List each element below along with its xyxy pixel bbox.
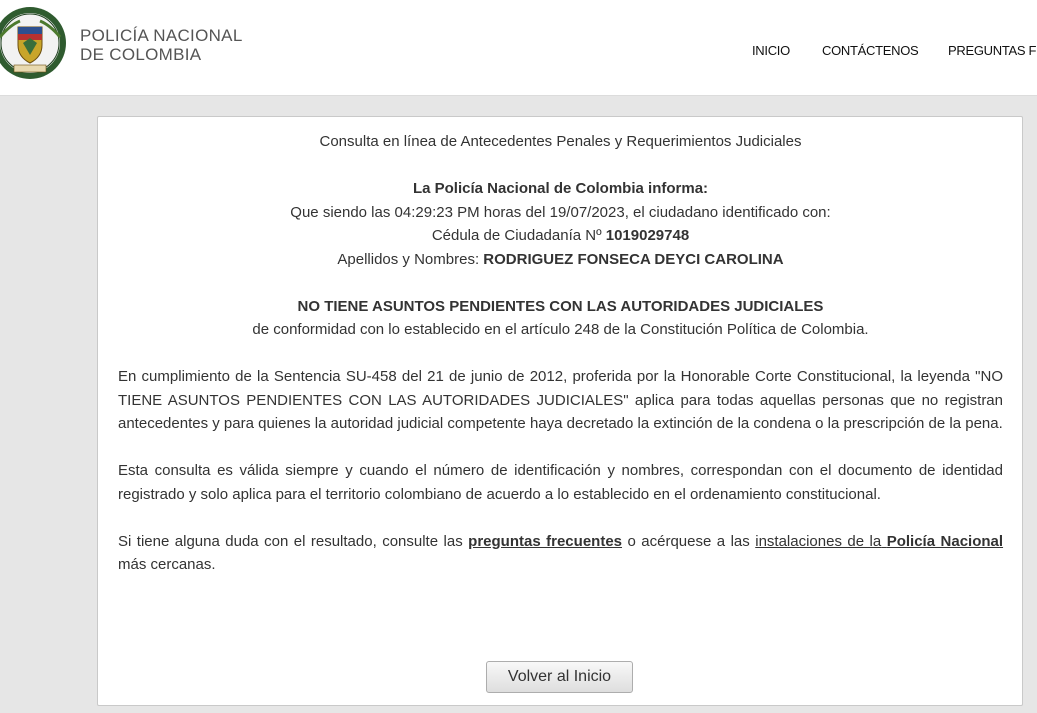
result-panel [97, 116, 1023, 706]
cedula-label: Cédula de Ciudadanía Nº [431, 227, 602, 244]
conformidad-line: de conformidad con lo establecido en el artículo 248 de la Constitución Política de Colombia. [252, 321, 869, 338]
status-message: NO TIENE ASUNTOS PENDIENTES CON LAS AUTORIDADES JUDICIALES [297, 297, 824, 315]
nav-preguntas-link[interactable]: PREGUNTAS F [948, 43, 1037, 58]
help-text-post: más cercanas. [118, 556, 216, 573]
brand-line-1: POLICÍA NACIONAL [80, 26, 243, 45]
help-text-pre: Si tiene alguna duda con el resultado, consulte las [118, 532, 463, 550]
help-paragraph [118, 530, 1003, 577]
brand-line-2: DE COLOMBIA [80, 45, 202, 64]
main-nav [0, 43, 1037, 59]
sentencia-paragraph: En cumplimiento de la Sentencia SU-458 del 21 de junio de 2012, proferida por la Honorable Corte Constitucional, la leyenda "NO TIENE ASUNTOS PENDIENTES CON LAS AUTORIDADES JUDICIALES" aplica para todas aquellas personas que no registran antecedentes y para quienes la autoridad judicial competente haya decretado la extinción de la condena o la prescripción de la pena. [118, 368, 1003, 432]
validity-paragraph: Esta consulta es válida siempre y cuando el número de identificación y nombres, correspondan con el documento de identidad registrado y solo aplica para el territorio colombiano de acuerdo a lo establecido en el ordenamiento constitucional. [118, 462, 1003, 503]
timestamp-line: Que siendo las 04:29:23 PM horas del 19/07/2023, el ciudadano identificado con: [290, 203, 831, 221]
cedula-value: 1019029748 [605, 227, 690, 244]
panel-title: Consulta en línea de Antecedentes Penales y Requerimientos Judiciales [319, 133, 802, 150]
result-content [118, 130, 1003, 577]
names-value: RODRIGUEZ FONSECA DEYCI CAROLINA [483, 250, 784, 268]
back-to-home-button[interactable]: Volver al Inicio [486, 661, 633, 693]
nav-inicio-link[interactable]: INICIO [752, 43, 790, 58]
names-line [118, 248, 1003, 272]
police-facilities-link[interactable] [755, 533, 1003, 550]
names-label: Apellidos y Nombres: [337, 250, 480, 268]
facilities-link-prefix: instalaciones de la [755, 532, 882, 550]
faq-link[interactable]: preguntas frecuentes [468, 532, 623, 550]
informa-heading: La Policía Nacional de Colombia informa: [412, 180, 709, 197]
facilities-link-bold: Policía Nacional [886, 532, 1004, 550]
cedula-line [118, 224, 1003, 248]
nav-contactenos-link[interactable]: CONTÁCTENOS [822, 43, 919, 58]
help-text-mid: o acérquese a las [627, 532, 750, 550]
site-header [0, 0, 1037, 96]
